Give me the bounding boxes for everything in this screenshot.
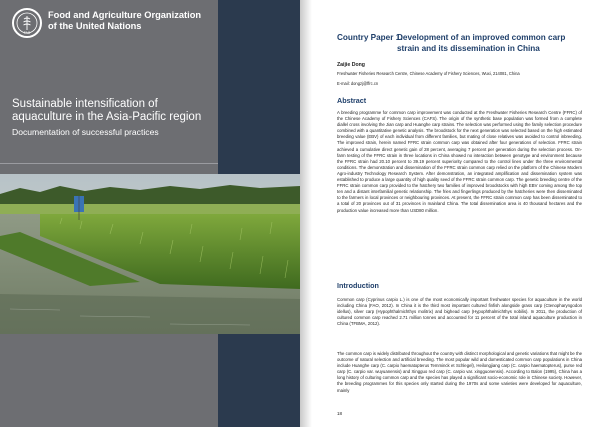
report-cover [0,0,300,427]
page-number: 18 [337,411,343,416]
introduction-heading: Introduction [337,281,379,290]
cover-subtitle: Documentation of successful practices [12,127,159,137]
author-name: Zaijie Dong [337,62,365,68]
paper-title: Development of an improved common carp strain and its dissemination in China [397,33,566,53]
cover-title: Sustainable intensification of aquaculture in the Asia-Pacific region [12,98,202,123]
abstract-heading: Abstract [337,96,367,105]
introduction-paragraph: The common carp is widely distributed throughout the country with distinct morphological and genetic variations that might be the outcome of natural selection and artificial breeding. The most popular wild and domesticated common carp populations in China include Huanghe carp (C. carpio haematopterus Temminck et Schlegel), Heilongjiang carp (C. carpio haematopterus), purse red carp (C. carpio var. wuyuanensis) and Xingguo red carp (C. carpio var. xingguonensis). According to Balon (1995), China has a long history of culturing common carp and the species has played a significant socio-economic role in Chinese society. However, the breeding programmes for this species only started during the 1970s and some varieties were developed for aquaculture, mainly [337,351,582,393]
svg-text:FAO: FAO [23,31,31,35]
rice-fish-field-photo [0,174,300,334]
introduction-paragraph: Common carp (Cyprinus carpio L.) is one of the most economically important freshwater species for aquaculture in the world including China (FAO, 2012). In China it is the third most important cultured finfish alongside grass carp (Ctenopharyngodon idellus), silver carp (Hypophthalmichthys molitrix) and bighead carp (Hypophthalmichthys nobilis). In 2011, the production of cultured common carp reached 2.71 million tonnes and accounted for 11 percent of the total inland aquaculture production in China (TFBMA, 2012). [337,297,582,327]
cover-divider [0,163,218,164]
organization-name: Food and Agriculture Organization of the United Nations [48,10,202,31]
author-email: E-mail: dongzj@ffrc.cn [337,81,379,86]
paper-page [300,0,610,427]
abstract-text: A breeding programme for common carp improvement was conducted at the Freshwater Fisheries Research Centre (FFRC) of the Chinese Academy of Fishery Sciences (CAFS). The origin of the synthetic base population was formed from a complete diallel cross involving the Jian carp and Huanghe carp strains. The selection was performed using the family selection procedure combined with a quantitative genetic analysis. The broodstock for the next generation was selected based on the high estimated breeding value (EBV) of each individual from different families, but mating of close relatives was avoided to control inbreeding. The improved strain, herein named FFRC strain common carp was obtained after four generations of selection. FFRC strain achieved a cumulative direct genetic gain of 28 percent, averaging 7 percent per generation during the selection process. On-farm testing of the FFRC strain in three locations in China showed no interaction between genotype and environment because the FFRC strain had 20.10 percent to 39.19 percent superiority compared to the control lines under the three environmental conditions. The demonstration and dissemination of the FFRC strain common carp relied on the platform of the Chinese Modern Agro-industry Technology Research System. After demonstration, an integrated amplification and dissemination system was established to produce a large quantity of high quality seed of the FFRC strain common carp. The genetic breeding centre of the FFRC strain common carp provided to the hatchery two families of improved broodstocks with high EBV coming among the top ten and a distant interfamilial genetic relationship. The fries and fingerlings produced by the hatcheries were then disseminated to the farmers in local provinces or neighbouring provinces. At present, the FFRC strain common carp has been disseminated to a total of 20 provinces out of 31 provinces in mainland China. The total dissemination area is 40 thousand hectares and the production value increased more than USD80 million. [337,110,582,213]
fao-logo-icon [12,8,42,38]
author-affiliation: Freshwater Fisheries Research Centre, Chinese Academy of Fishery Sciences, Wuxi, 214081, China [337,71,520,76]
country-paper-label: Country Paper 1: [337,33,403,42]
